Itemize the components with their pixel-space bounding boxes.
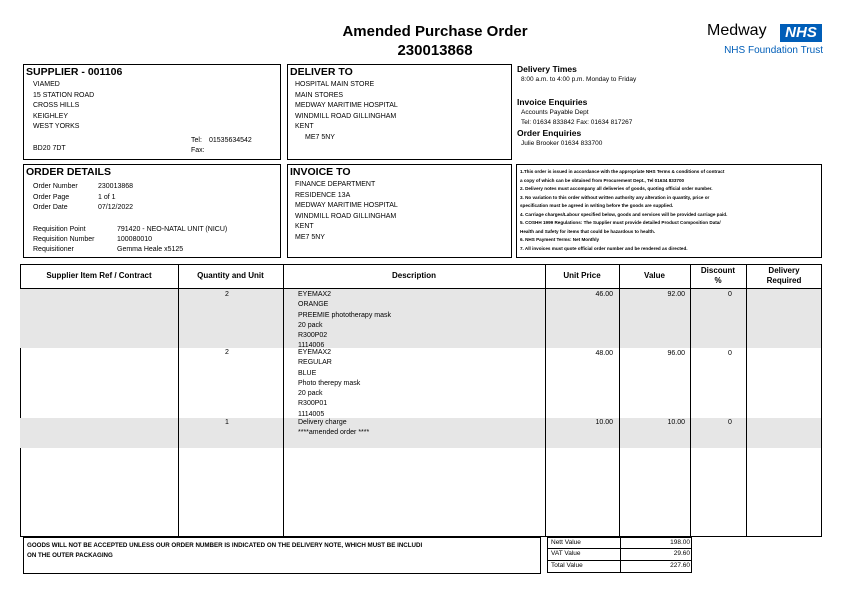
header-quantity: Quantity and Unit <box>197 271 264 280</box>
address-line: RESIDENCE 13A <box>295 191 351 199</box>
invoice-enquiries-heading: Invoice Enquiries <box>517 97 588 107</box>
row1-description <box>298 290 391 352</box>
requisition-number-label: Requisition Number <box>33 236 95 243</box>
term-line: 3. No variation to this order without written authority any alteration in quantity, price or <box>520 194 710 200</box>
desc-line: 1114005 <box>298 410 325 418</box>
row2-value: 96.00 <box>667 350 685 357</box>
row2-description <box>298 348 360 420</box>
total-value-label: Total Value <box>551 562 583 569</box>
address-line: FINANCE DEPARTMENT <box>295 181 376 188</box>
vat-value-label: VAT Value <box>551 550 581 557</box>
address-line: HOSPITAL MAIN STORE <box>295 81 375 88</box>
row1-unit-price: 46.00 <box>595 291 613 298</box>
row3-value: 10.00 <box>667 419 685 426</box>
column-divider <box>690 264 691 536</box>
term-line: 5. COSHH 1999 Regulations: The Supplier must provide detailed Product Composition Data/ <box>520 220 721 225</box>
row2-discount: 0 <box>728 350 732 357</box>
supplier-box <box>23 64 281 160</box>
delivery-times-text: 8:00 a.m. to 4:00 p.m. Monday to Friday <box>521 76 637 83</box>
invoice-to-title: INVOICE TO <box>290 166 351 178</box>
deliver-to-box <box>287 64 512 160</box>
header-discount-line2: % <box>714 276 722 285</box>
desc-line: ORANGE <box>298 301 329 309</box>
row1-value: 92.00 <box>667 291 685 298</box>
desc-line: Delivery charge <box>298 419 347 426</box>
logo-medway: Medway <box>707 22 767 39</box>
requisitioner-label: Requisitioner <box>33 246 74 253</box>
deliver-to-title: DELIVER TO <box>290 66 353 78</box>
desc-line: 1114006 <box>298 342 325 350</box>
document-title: Amended Purchase Order <box>342 23 528 40</box>
row3-description <box>298 418 369 439</box>
desc-line: PREEMIE phototherapy mask <box>298 311 391 319</box>
term-line: 2. Delivery notes must accompany all deliveries of goods, quoting official order number. <box>520 186 713 191</box>
address-line: MEDWAY MARITIME HOSPITAL <box>295 202 398 209</box>
desc-line: R300P02 <box>298 332 328 340</box>
address-line: KENT <box>295 223 314 230</box>
supplier-fax-label: Fax: <box>191 147 205 154</box>
address-line: KEIGHLEY <box>33 112 69 120</box>
order-enquiries-text: Julie Brooker 01634 833700 <box>521 140 603 147</box>
address-line: MAIN STORES <box>295 91 344 99</box>
term-line: 7. All invoices must quote official order number and be rendered as directed. <box>520 245 688 251</box>
invoice-enquiries-dept: Accounts Payable Dept <box>521 109 589 116</box>
header-discount-line1: Discount <box>700 266 736 275</box>
term-line: 4. Carriage charges/Labour specified below, goods and services will be provided carriage paid. <box>520 211 728 217</box>
order-page-label: Order Page <box>33 194 70 201</box>
nhs-logo-icon: NHS <box>780 24 822 42</box>
footer-notice-line1: GOODS WILL NOT BE ACCEPTED UNLESS OUR ORDER NUMBER IS INDICATED ON THE DELIVERY NOTE, WHICH MUST BE INCLUDI <box>27 542 423 549</box>
address-line: ME7 5NY <box>305 133 335 141</box>
row3-discount: 0 <box>728 419 732 426</box>
term-line: a copy of which can be obtained from Procurement Dept., Tel 01634 833700 <box>520 177 685 183</box>
desc-line: REGULAR <box>298 359 332 367</box>
order-details-title: ORDER DETAILS <box>26 166 111 178</box>
address-line: WINDMILL ROAD GILLINGHAM <box>295 112 397 120</box>
table-row <box>20 418 821 448</box>
invoice-to-address <box>295 180 398 243</box>
row3-unit-price: 10.00 <box>595 419 613 426</box>
order-number-value: 230013868 <box>98 183 134 190</box>
supplier-postcode: BD20 7DT <box>33 145 66 152</box>
address-line: KENT <box>295 123 314 130</box>
header-description: Description <box>391 271 436 280</box>
supplier-address <box>33 80 94 133</box>
deliver-to-address <box>295 80 398 143</box>
logo-trust-name: NHS Foundation Trust <box>724 45 823 56</box>
footer-notice-line2: ON THE OUTER PACKAGING <box>27 552 113 559</box>
supplier-title: SUPPLIER - 001106 <box>26 66 123 78</box>
address-line: WINDMILL ROAD GILLINGHAM <box>295 212 397 220</box>
footer-notice-box <box>23 537 541 574</box>
table-row <box>20 289 821 348</box>
address-line: VIAMED <box>33 81 60 88</box>
term-line: Health and Safety for items that could be hazardous to health. <box>520 228 656 234</box>
column-divider <box>619 264 620 536</box>
order-enquiries-heading: Order Enquiries <box>517 128 582 138</box>
column-divider <box>545 264 546 536</box>
order-number-heading: 230013868 <box>397 42 473 59</box>
row1-qty: 2 <box>225 291 229 298</box>
address-line: MEDWAY MARITIME HOSPITAL <box>295 102 398 109</box>
column-divider <box>283 264 284 536</box>
column-divider <box>178 264 179 536</box>
vat-value: 29.60 <box>673 550 690 557</box>
desc-line: BLUE <box>298 369 317 377</box>
header-unit-price: Unit Price <box>563 271 601 280</box>
header-delivery-required <box>746 264 822 288</box>
header-delivery-line1: Delivery <box>768 266 800 275</box>
desc-line: EYEMAX2 <box>298 349 332 356</box>
address-line: 15 STATION ROAD <box>33 91 95 99</box>
address-line: ME7 5NY <box>295 233 325 241</box>
total-value: 227.60 <box>670 562 690 569</box>
requisitioner-value: Gemma Heale x5125 <box>117 246 184 253</box>
requisition-point-label: Requisition Point <box>33 226 86 233</box>
desc-line: 20 pack <box>298 321 323 329</box>
term-line: 6. NHS Payment Terms: Net Monthly <box>520 237 600 242</box>
order-page-value: 1 of 1 <box>98 194 116 201</box>
row2-unit-price: 48.00 <box>595 350 613 357</box>
order-date-value: 07/12/2022 <box>98 204 134 211</box>
terms-box <box>516 164 822 258</box>
header-discount <box>690 264 746 288</box>
order-date-label: Order Date <box>33 204 68 211</box>
desc-line: R300P01 <box>298 400 328 408</box>
requisition-point-value: 791420 - NEO-NATAL UNIT (NICU) <box>117 226 228 233</box>
header-value: Value <box>644 271 665 280</box>
desc-line: EYEMAX2 <box>298 291 332 298</box>
invoice-to-box <box>287 164 512 258</box>
term-line: 1.This order is issued in accordance with the appropriate NHS Terms & conditions of contract <box>520 169 725 174</box>
row3-qty: 1 <box>225 419 229 426</box>
header-delivery-line2: Required <box>766 276 802 285</box>
invoice-enquiries-phone: Tel: 01634 833842 Fax: 01634 817267 <box>521 119 633 126</box>
net-value: 198.00 <box>670 539 690 546</box>
desc-line: 20 pack <box>298 390 323 398</box>
row2-qty: 2 <box>225 349 229 356</box>
supplier-tel: 01535634542 <box>209 137 252 144</box>
terms-list <box>520 168 727 253</box>
header-supplier-ref: Supplier Item Ref / Contract <box>46 271 152 280</box>
delivery-times-heading: Delivery Times <box>517 64 577 74</box>
address-line: CROSS HILLS <box>33 102 80 109</box>
order-details-box <box>23 164 281 258</box>
term-line: specification must be agreed in writing before the goods are supplied. <box>520 203 674 208</box>
column-divider <box>746 264 747 536</box>
desc-line: Photo therepy mask <box>298 379 361 387</box>
row1-discount: 0 <box>728 291 732 298</box>
supplier-tel-label: Tel: <box>191 137 202 144</box>
desc-line: ****amended order **** <box>298 429 370 437</box>
net-value-label: Nett Value <box>551 539 581 546</box>
requisition-number-value: 100080010 <box>117 236 153 243</box>
address-line: WEST YORKS <box>33 123 80 130</box>
order-number-label: Order Number <box>33 183 78 190</box>
